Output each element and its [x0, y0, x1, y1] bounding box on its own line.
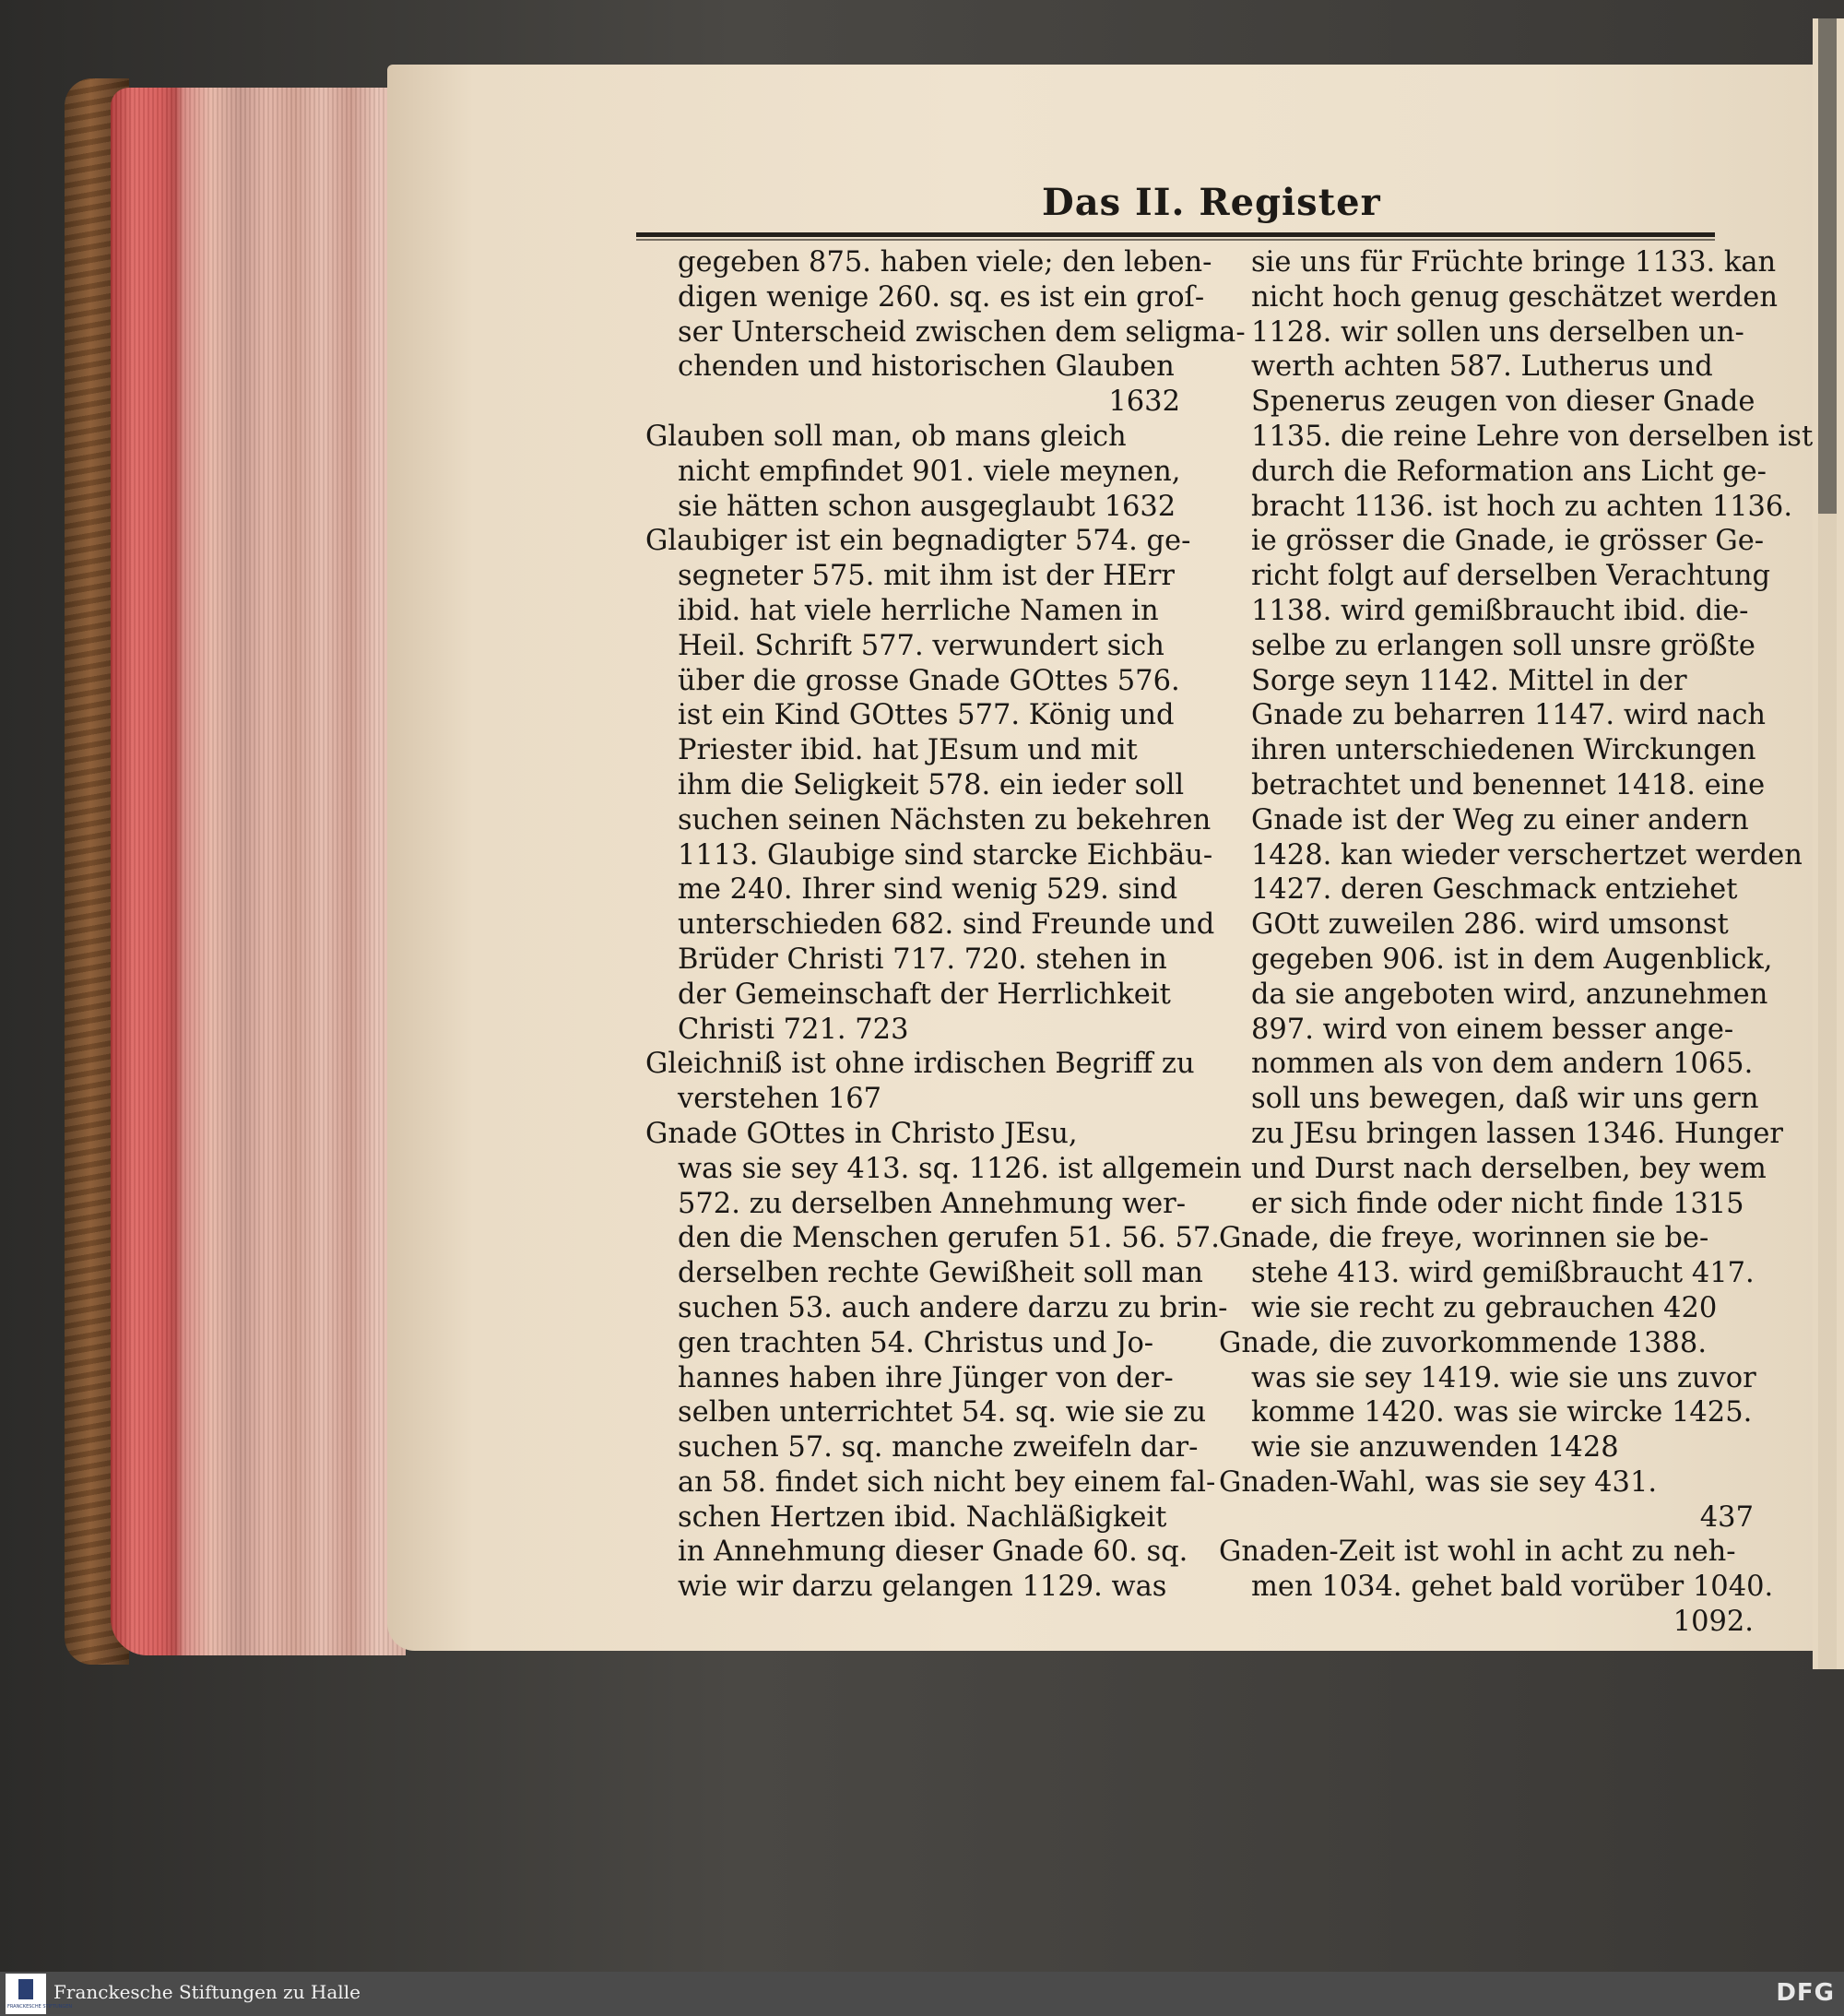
index-entry-line: 1113. Glaubige sind starcke Eichbäu-	[678, 838, 1213, 872]
index-entry-line: Gnaden-Zeit ist wohl in acht zu neh-	[1219, 1536, 1736, 1569]
index-entry-line: chenden und historischen Glauben	[678, 350, 1175, 384]
index-entry-line: Heil. Schrift 577. verwundert sich	[678, 629, 1164, 662]
index-entry-line: selben unterrichtet 54. sq. wie sie zu	[678, 1396, 1207, 1429]
index-entry-line: stehe 413. wird gemißbraucht 417.	[1251, 1257, 1755, 1290]
index-entry-line: 1138. wird gemißbraucht ibid. die-	[1251, 594, 1749, 627]
index-entry-line: GOtt zuweilen 286. wird umsonst	[1251, 908, 1729, 942]
index-entry-line: Sorge seyn 1142. Mittel in der	[1251, 664, 1687, 697]
index-entry-line: er sich finde oder nicht finde 1315	[1251, 1187, 1744, 1220]
index-entry-line: gegeben 875. haben viele; den leben-	[678, 246, 1212, 279]
index-entry-line: sie hätten schon ausgeglaubt 1632	[678, 490, 1176, 523]
index-entry-line: soll uns bewegen, daß wir uns gern	[1251, 1083, 1759, 1116]
index-entry-line: Gnaden-Wahl, was sie sey 431.	[1219, 1465, 1658, 1499]
index-entry-line: gen trachten 54. Christus und Jo-	[678, 1326, 1154, 1359]
index-entry-line: gegeben 906. ist in dem Augenblick,	[1251, 943, 1773, 976]
index-entry-line: nicht empfindet 901. viele meynen,	[678, 455, 1181, 488]
index-entry-line: in Annehmung dieser Gnade 60. sq.	[678, 1536, 1188, 1569]
index-entry-line: werth achten 587. Lutherus und	[1251, 350, 1713, 384]
index-entry-line: verstehen 167	[678, 1083, 882, 1116]
index-entry-line: suchen 53. auch andere darzu zu brin-	[678, 1291, 1228, 1324]
index-entry-line: bracht 1136. ist hoch zu achten 1136.	[1251, 490, 1793, 523]
index-column-right	[1219, 245, 1814, 1640]
index-entry-line: men 1034. gehet bald vorüber 1040.	[1251, 1571, 1774, 1604]
index-entry-line: der Gemeinschaft der Herrlichkeit	[678, 978, 1171, 1011]
index-entry-line: Glauben soll man, ob mans gleich	[645, 420, 1127, 453]
index-entry-line: 1427. deren Geschmack entziehet	[1251, 873, 1738, 907]
index-entry-line: segneter 575. mit ihm ist der HErr	[678, 560, 1175, 593]
index-entry-line: selbe zu erlangen soll unsre größte	[1251, 629, 1755, 662]
index-entry-line: über die grosse Gnade GOttes 576.	[678, 664, 1180, 697]
dfg-logo[interactable]: DFG	[1776, 1979, 1835, 2007]
index-entry-line: 572. zu derselben Annehmung wer-	[678, 1187, 1187, 1220]
index-entry-line: Gleichniß ist ohne irdischen Begriff zu	[645, 1048, 1195, 1081]
index-entry-line: betrachtet und benennet 1418. eine	[1251, 768, 1766, 801]
index-entry-line: derselben rechte Gewißheit soll man	[678, 1257, 1203, 1290]
running-header: Das II. Register	[1042, 181, 1381, 224]
index-entry-line: was sie sey 1419. wie sie uns zuvor	[1251, 1361, 1756, 1394]
index-entry-line: richt folgt auf derselben Verachtung	[1251, 560, 1771, 593]
index-entry-line: nommen als von dem andern 1065.	[1251, 1048, 1754, 1081]
index-column-left	[645, 245, 1246, 1605]
index-entry-line: hannes haben ihre Jünger von der-	[678, 1361, 1174, 1394]
index-entry-line: wie sie anzuwenden 1428	[1251, 1431, 1619, 1465]
index-entry-line: und Durst nach derselben, bey wem	[1251, 1152, 1767, 1185]
index-entry-line: ibid. hat viele herrliche Namen in	[678, 594, 1159, 627]
index-entry-line: 1428. kan wieder verschertzet werden	[1251, 838, 1803, 872]
index-entry-line: durch die Reformation ans Licht ge-	[1251, 455, 1767, 488]
index-entry-line: Christi 721. 723	[678, 1013, 909, 1046]
header-rule	[636, 232, 1715, 237]
index-entry-line: schen Hertzen ibid. Nachläßigkeit	[678, 1500, 1167, 1534]
index-entry-line: den die Menschen gerufen 51. 56. 57.	[678, 1222, 1221, 1255]
institution-name[interactable]: Franckesche Stiftungen zu Halle	[53, 1981, 361, 2003]
index-entry-line: an 58. findet sich nicht bey einem fal-	[678, 1465, 1216, 1499]
index-entry-line: 897. wird von einem besser ange-	[1251, 1013, 1734, 1046]
index-entry-line: ie grösser die Gnade, ie grösser Ge-	[1251, 525, 1765, 558]
index-entry-line: Brüder Christi 717. 720. stehen in	[678, 943, 1167, 976]
index-entry-line: ihm die Seligkeit 578. ein ieder soll	[678, 768, 1185, 801]
index-entry-line: was sie sey 413. sq. 1126. ist allgemein	[678, 1152, 1242, 1185]
index-entry-line: sie uns für Früchte bringe 1133. kan	[1251, 246, 1777, 279]
index-entry-line: Gnade, die freye, worinnen sie be-	[1219, 1222, 1709, 1255]
header-rule-thin	[636, 239, 1715, 241]
index-entry-line: digen wenige 260. sq. es ist ein groſ-	[678, 280, 1205, 314]
index-entry-line: komme 1420. was sie wircke 1425.	[1251, 1396, 1753, 1429]
logo-emblem-icon	[18, 1979, 33, 1999]
index-entry-line: ser Unterscheid zwischen dem seligma-	[678, 315, 1246, 349]
index-entry-line: Gnade ist der Weg zu einer andern	[1251, 803, 1749, 836]
index-entry-line: ihren unterschiedenen Wirckungen	[1251, 734, 1756, 767]
index-entry-line: 1135. die reine Lehre von derselben ist	[1251, 420, 1814, 453]
index-entry-line: suchen 57. sq. manche zweifeln dar-	[678, 1431, 1199, 1465]
index-entry-line: suchen seinen Nächsten zu bekehren	[678, 803, 1212, 836]
index-entry-line: Priester ibid. hat JEsum und mit	[678, 734, 1138, 767]
index-entry-line: Gnade, die zuvorkommende 1388.	[1219, 1326, 1708, 1359]
page-edges	[111, 88, 406, 1655]
index-entry-line: Spenerus zeugen von dieser Gnade	[1251, 385, 1755, 419]
index-entry-line: 1092.	[1673, 1606, 1754, 1639]
logo-caption: FRANCKESCHE STIFTUNGEN	[7, 2004, 73, 2010]
index-entry-line: 1632	[1108, 385, 1180, 419]
index-entry-line: Glaubiger ist ein begnadigter 574. ge-	[645, 525, 1191, 558]
index-entry-line: wie wir darzu gelangen 1129. was	[678, 1571, 1167, 1604]
index-entry-line: wie sie recht zu gebrauchen 420	[1251, 1291, 1718, 1324]
index-entry-line: unterschieden 682. sind Freunde und	[678, 908, 1215, 942]
index-entry-line: Gnade zu beharren 1147. wird nach	[1251, 699, 1767, 732]
index-entry-line: da sie angeboten wird, anzunehmen	[1251, 978, 1768, 1011]
index-entry-line: 1128. wir sollen uns derselben un-	[1251, 315, 1744, 349]
scan-color-strip	[1818, 18, 1837, 1669]
index-entry-line: 437	[1699, 1500, 1754, 1534]
index-entry-line: nicht hoch genug geschätzet werden	[1251, 280, 1778, 314]
index-entry-line: ist ein Kind GOttes 577. König und	[678, 699, 1175, 732]
index-entry-line: Gnade GOttes in Christo JEsu,	[645, 1117, 1078, 1150]
index-entry-line: me 240. Ihrer sind wenig 529. sind	[678, 873, 1178, 907]
index-entry-line: zu JEsu bringen lassen 1346. Hunger	[1251, 1117, 1783, 1150]
